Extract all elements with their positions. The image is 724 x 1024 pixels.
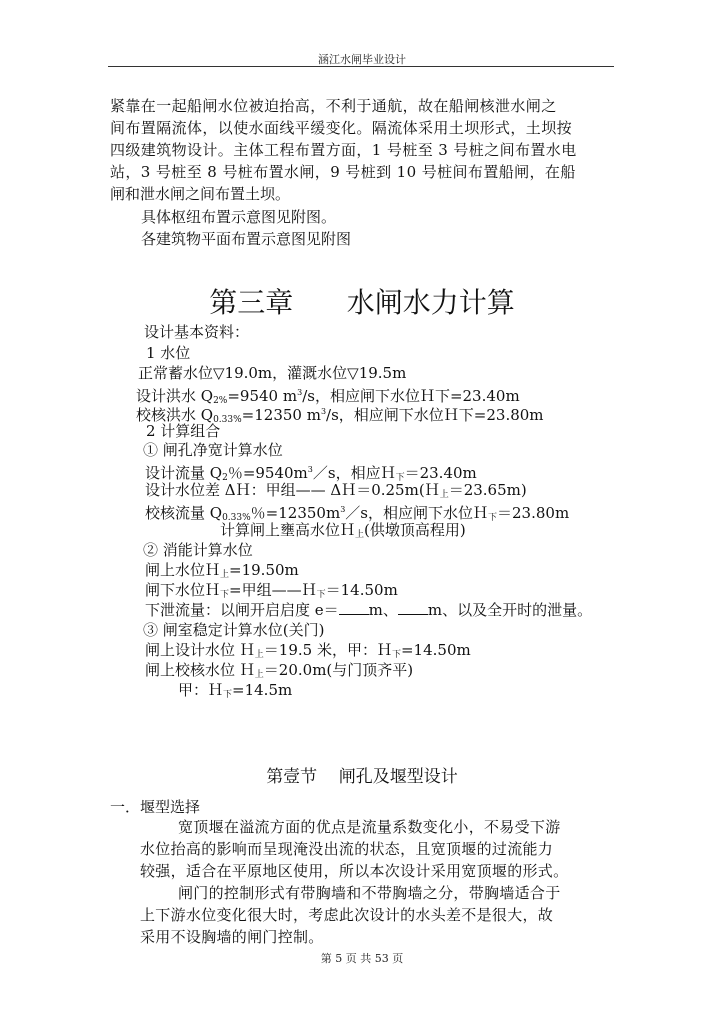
combo-1-line: 校核流量 $Q_{0.33\%}$％$=12350m^3/s$，相应闸下水位Ｈ$_下$＝23.80m	[145, 504, 570, 523]
combo-1-line: 设计流量 $Q_2$％$=9540m^3/s$，相应Ｈ$_下$＝23.40m	[145, 464, 477, 483]
combo-3-line: 甲：Ｈ$_下$=14.5m	[178, 681, 293, 700]
page-header-title: 涵江水闸毕业设计	[318, 53, 406, 66]
combo-1-line: 计算闸上壅高水位Ｈ$_上$(供墩顶高程用)	[220, 521, 466, 540]
basics-item: 1 水位	[146, 344, 191, 362]
section-title: 第壹节 闸孔及堰型设计	[266, 767, 458, 787]
combo-3-line: 闸上设计水位 Ｈ$_上$＝19.5 米，甲：Ｈ$_下$=14.50m	[145, 641, 471, 660]
combo-1-line: 设计水位差 ΔＨ：甲组—— ΔＨ＝0.25m(Ｈ$_上$＝23.65m)	[145, 481, 527, 500]
intro-line: 各建筑物平面布置示意图见附图	[141, 230, 352, 248]
weir-paragraph-line: 上下游水位变化很大时，考虑此次设计的水头差不是很大，故	[140, 906, 554, 924]
combo-3-title: ③ 闸室稳定计算水位(关门)	[143, 621, 325, 639]
weir-paragraph-line: 宽顶堰在溢流方面的优点是流量系数变化小，不易受下游	[178, 818, 561, 836]
weir-paragraph-line: 较强，适合在平原地区使用，所以本次设计采用宽顶堰的形式。	[140, 862, 569, 880]
basics-item: 2 计算组合	[146, 422, 221, 440]
check-flood-line: 校核洪水 $Q_{0.33\%}=12350$ $m^3/s$，相应闸下水位Ｈ下=23.80m	[136, 406, 544, 425]
intro-line: 具体枢纽布置示意图见附图。	[141, 208, 337, 226]
combo-2-title: ② 消能计算水位	[143, 541, 253, 559]
intro-line: 闸和泄水闸之间布置土坝。	[110, 185, 291, 203]
header-divider	[108, 66, 614, 67]
weir-paragraph-line: 水位抬高的影响而呈现淹没出流的状态，且宽顶堰的过流能力	[140, 840, 554, 858]
combo-2-line: 闸下水位Ｈ$_下$=甲组——Ｈ$_下$＝14.50m	[145, 581, 398, 600]
combo-2-line: 闸上水位Ｈ$_上$=19.50m	[145, 561, 299, 580]
blank-underline	[398, 602, 428, 615]
page-footer: 第 5 页 共 53 页	[320, 952, 404, 965]
chapter-title: 第三章 水闸水力计算	[209, 286, 515, 319]
weir-heading: 一．堰型选择	[110, 798, 201, 816]
weir-paragraph-line: 采用不设胸墙的闸门控制。	[140, 928, 324, 946]
basics-heading: 设计基本资料：	[144, 323, 250, 341]
intro-line: 站，3 号桩至 8 号桩布置水闸，9 号桩到 10 号桩间布置船闸，在船	[110, 163, 576, 181]
weir-paragraph-line: 闸门的控制形式有带胸墙和不带胸墙之分，带胸墙适合于	[178, 884, 561, 902]
normal-level-line: 正常蓄水位▽19.0m，灌溉水位▽19.5m	[138, 364, 407, 382]
intro-line: 紧靠在一起船闸水位被迫抬高，不利于通航，故在船闸核泄水闸之	[110, 97, 557, 115]
design-flood-line: 设计洪水 $Q_{2\%}=9540$ $m^3/s$，相应闸下水位Ｈ下=23.40m	[136, 387, 520, 406]
combo-3-line: 闸上校核水位 Ｈ$_上$＝20.0m(与门顶齐平)	[145, 661, 414, 680]
intro-line: 四级建筑物设计。主体工程布置方面，1 号桩至 3 号桩之间布置水电	[110, 141, 577, 159]
combo-1-title: ① 闸孔净宽计算水位	[143, 441, 283, 459]
blank-underline	[339, 602, 369, 615]
combo-2-line: 下泄流量：以闸开启启度 e＝ m、 m、以及全开时的泄量。	[145, 601, 593, 619]
intro-line: 间布置隔流体，以使水面线平缓变化。隔流体采用土坝形式，土坝按	[110, 119, 573, 137]
